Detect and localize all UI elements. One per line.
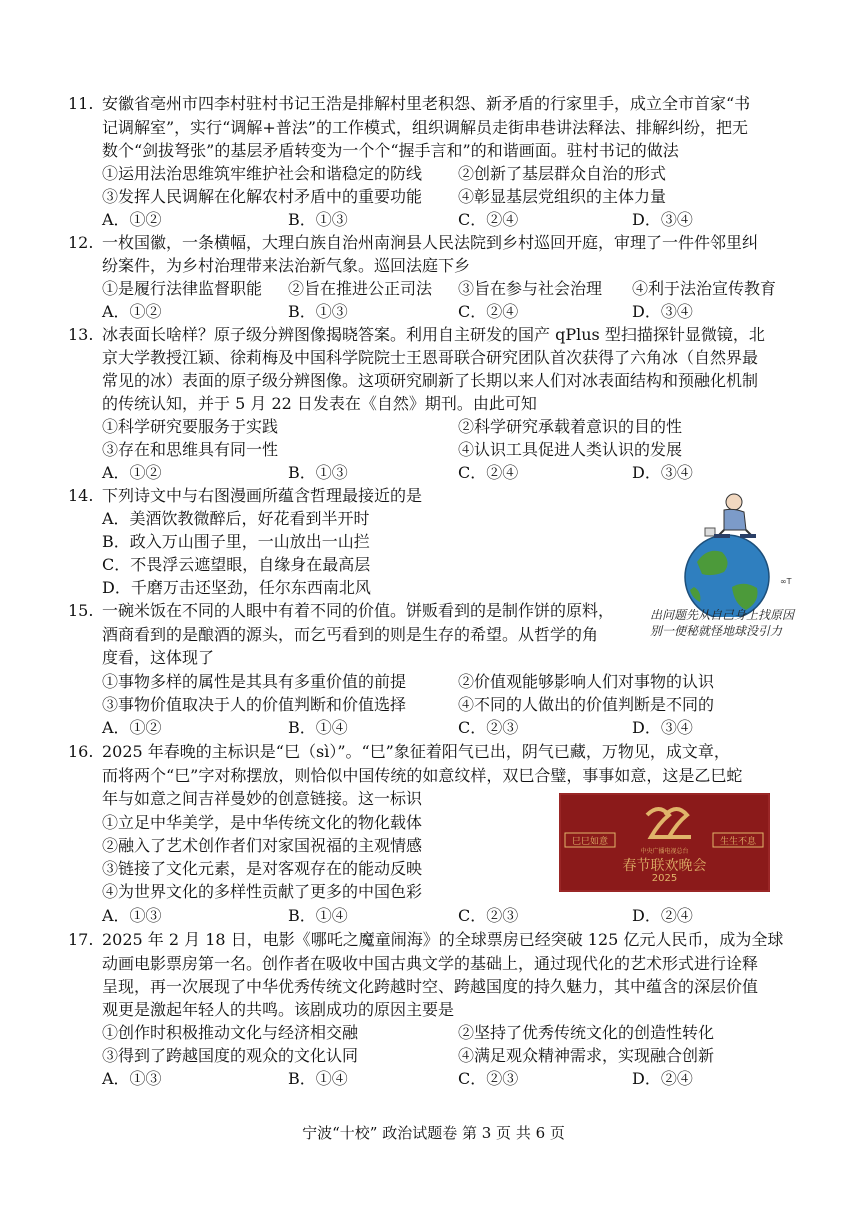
q12-stmt-1: ①是履行法律监督职能	[102, 279, 263, 298]
q14-option-d[interactable]: D．千磨万击还坚劲，任尔东西南北风	[102, 578, 371, 597]
q16-stmt-2: ②融入了艺术创作者们对家国祝福的主观情感	[102, 836, 423, 855]
gala-logo-right-text: 生生不息	[719, 837, 756, 847]
gala-logo-image	[559, 793, 770, 892]
gala-logo-year: 2025	[651, 873, 678, 884]
q14-option-a[interactable]: A．美酒饮教微醉后，好花看到半开时	[102, 509, 370, 528]
q12-number: 12.	[68, 233, 94, 252]
q17-stmt-3: ③得到了跨越国度的观众的文化认同	[102, 1046, 359, 1065]
page-footer: 宁波“十校” 政治试题卷 第 3 页 共 6 页	[302, 1124, 565, 1142]
q13-number: 13.	[68, 325, 94, 344]
q16-line-2: 而将两个“巳”字对称摆放，则恰似中国传统的如意纹样，双巳合璧，事事如意，这是乙巳蛇	[102, 766, 743, 785]
q11-line-2: 记调解室”，实行“调解+普法”的工作模式，组织调解员走街串巷讲法释法、排解纠纷，把无	[102, 118, 748, 137]
q17-stmt-4: ④满足观众精神需求，实现融合创新	[458, 1046, 715, 1065]
q17-line-4: 观更是激起年轻人的共鸣。该剧成功的原因主要是	[102, 1000, 455, 1019]
q15-number: 15.	[68, 601, 94, 620]
q16-stmt-4: ④为世界文化的多样性贡献了更多的中国色彩	[102, 882, 423, 901]
q17-choice-a[interactable]: A．①③	[102, 1069, 162, 1088]
q13-stmt-1: ①科学研究要服务于实践	[102, 417, 279, 436]
q11-choice-c[interactable]: C．②④	[458, 210, 519, 229]
q15-stmt-2: ②价值观能够影响人们对事物的认识	[458, 672, 715, 691]
q11-line-3: 数个“剑拔弩张”的基层矛盾转变为一个个“握手言和”的和谐画面。驻村书记的做法	[102, 141, 679, 160]
q11-choice-d[interactable]: D．③④	[632, 210, 693, 229]
q16-stmt-3: ③链接了文化元素，是对客观存在的能动反映	[102, 859, 423, 878]
cartoon-caption-line-2: 别一便秘就怪地球没引力	[650, 624, 783, 638]
q11-choice-b[interactable]: B．①③	[288, 210, 348, 229]
q17-line-3: 呈现，再一次展现了中华优秀传统文化跨越时空、跨越国度的持久魅力，其中蕴含的深层价值	[102, 977, 759, 996]
q17-choice-c[interactable]: C．②③	[458, 1069, 519, 1088]
q12-stmt-4: ④利于法治宣传教育	[632, 279, 777, 298]
q12-line-1: 一枚国徽，一条横幅，大理白族自治州南涧县人民法院到乡村巡回开庭，审理了一件件邻里纠	[102, 233, 759, 252]
gala-logo-left-text: 巳巳如意	[571, 837, 608, 847]
q11-stmt-4: ④彰显基层党组织的主体力量	[458, 187, 667, 206]
q17-choice-d[interactable]: D．②④	[632, 1069, 693, 1088]
q11-choice-a[interactable]: A．①②	[102, 210, 162, 229]
q12-choice-c[interactable]: C．②④	[458, 302, 519, 321]
cartoon-caption-line-1: 出问题先从自己身上找原因	[650, 608, 795, 622]
q11-stmt-1: ①运用法治思维筑牢维护社会和谐稳定的防线	[102, 164, 423, 183]
q15-stmt-4: ④不同的人做出的价值判断是不同的	[458, 695, 715, 714]
q15-line-3: 度看，这体现了	[102, 648, 215, 667]
q12-choice-a[interactable]: A．①②	[102, 302, 162, 321]
q13-line-2: 京大学教授江颖、徐莉梅及中国科学院院士王恩哥联合研究团队首次获得了六角冰（自然界最	[102, 348, 759, 367]
gala-logo-small-text: 中央广播电视总台	[640, 848, 689, 855]
q15-stmt-1: ①事物多样的属性是其具有多重价值的前提	[102, 672, 407, 691]
q14-line-1: 下列诗文中与右图漫画所蕴含哲理最接近的是	[102, 486, 423, 505]
q15-line-1: 一碗米饭在不同的人眼中有着不同的价值。饼贩看到的是制作饼的原料，	[102, 601, 615, 620]
q16-choice-c[interactable]: C．②③	[458, 906, 519, 925]
q16-stmt-1: ①立足中华美学，是中华传统文化的物化载体	[102, 813, 423, 832]
q17-line-2: 动画电影票房第一名。创作者在吸收中国古典文学的基础上，通过现代化的艺术形式进行诠释	[102, 954, 759, 973]
q16-line-1: 2025 年春晚的主标识是“巳（sì）”。“巳”象征着阳气已出，阴气已藏，万物见，成文章，	[102, 742, 730, 761]
q11-number: 11.	[68, 94, 94, 113]
cartoon-globe-figure	[672, 492, 822, 617]
q16-line-3: 年与如意之间吉祥曼妙的创意链接。这一标识	[102, 789, 423, 808]
q12-choice-b[interactable]: B．①③	[288, 302, 348, 321]
q17-number: 17.	[68, 930, 94, 949]
q17-choice-b[interactable]: B．①④	[288, 1069, 348, 1088]
q15-choice-a[interactable]: A．①②	[102, 718, 162, 737]
q13-choice-d[interactable]: D．③④	[632, 463, 693, 482]
q11-stmt-3: ③发挥人民调解在化解农村矛盾中的重要功能	[102, 187, 423, 206]
q12-stmt-3: ③旨在参与社会治理	[458, 279, 603, 298]
q15-line-2: 酒商看到的是酿酒的源头，而乞丐看到的则是生存的希望。从哲学的角	[102, 625, 599, 644]
q17-line-1: 2025 年 2 月 18 日，电影《哪吒之魔童闹海》的全球票房已经突破 125 亿元人民币，成为全球	[102, 930, 784, 949]
q13-line-4: 的传统认知，并于 5 月 22 日发表在《自然》期刊。由此可知	[102, 394, 537, 413]
q16-choice-d[interactable]: D．②④	[632, 906, 693, 925]
q13-line-3: 常见的冰）表面的原子级分辨图像。这项研究刷新了长期以来人们对冰表面结构和预融化机制	[102, 371, 759, 390]
q15-choice-c[interactable]: C．②③	[458, 718, 519, 737]
q12-choice-d[interactable]: D．③④	[632, 302, 693, 321]
svg-text:∞T: ∞T	[780, 577, 792, 586]
q13-choice-c[interactable]: C．②④	[458, 463, 519, 482]
q15-choice-b[interactable]: B．①④	[288, 718, 348, 737]
q14-option-c[interactable]: C．不畏浮云遮望眼，自缘身在最高层	[102, 555, 371, 574]
q13-line-1: 冰表面长啥样？原子级分辨图像揭晓答案。利用自主研发的国产 qPlus 型扫描探针显微镜，北	[102, 325, 765, 344]
q14-option-b[interactable]: B．政入万山围子里，一山放出一山拦	[102, 532, 370, 551]
q13-stmt-3: ③存在和思维具有同一性	[102, 440, 279, 459]
q17-stmt-2: ②坚持了优秀传统文化的创造性转化	[458, 1023, 715, 1042]
q13-stmt-2: ②科学研究承载着意识的目的性	[458, 417, 683, 436]
q15-stmt-3: ③事物价值取决于人的价值判断和价值选择	[102, 695, 407, 714]
q13-choice-a[interactable]: A．①②	[102, 463, 162, 482]
cartoon-caption	[650, 607, 840, 639]
q14-number: 14.	[68, 486, 94, 505]
q15-choice-d[interactable]: D．③④	[632, 718, 693, 737]
q16-number: 16.	[68, 742, 94, 761]
q13-choice-b[interactable]: B．①③	[288, 463, 348, 482]
q12-stmt-2: ②旨在推进公正司法	[288, 279, 433, 298]
q11-stmt-2: ②创新了基层群众自治的形式	[458, 164, 667, 183]
q11-line-1: 安徽省亳州市四李村驻村书记王浩是排解村里老积怨、新矛盾的行家里手，成立全市首家“书	[102, 94, 751, 113]
q16-choice-b[interactable]: B．①④	[288, 906, 348, 925]
q13-stmt-4: ④认识工具促进人类认识的发展	[458, 440, 683, 459]
q16-choice-a[interactable]: A．①③	[102, 906, 162, 925]
q17-stmt-1: ①创作时积极推动文化与经济相交融	[102, 1023, 359, 1042]
gala-logo-main-text: 春节联欢晚会	[622, 858, 707, 874]
q12-line-2: 纷案件，为乡村治理带来法治新气象。巡回法庭下乡	[102, 256, 471, 275]
